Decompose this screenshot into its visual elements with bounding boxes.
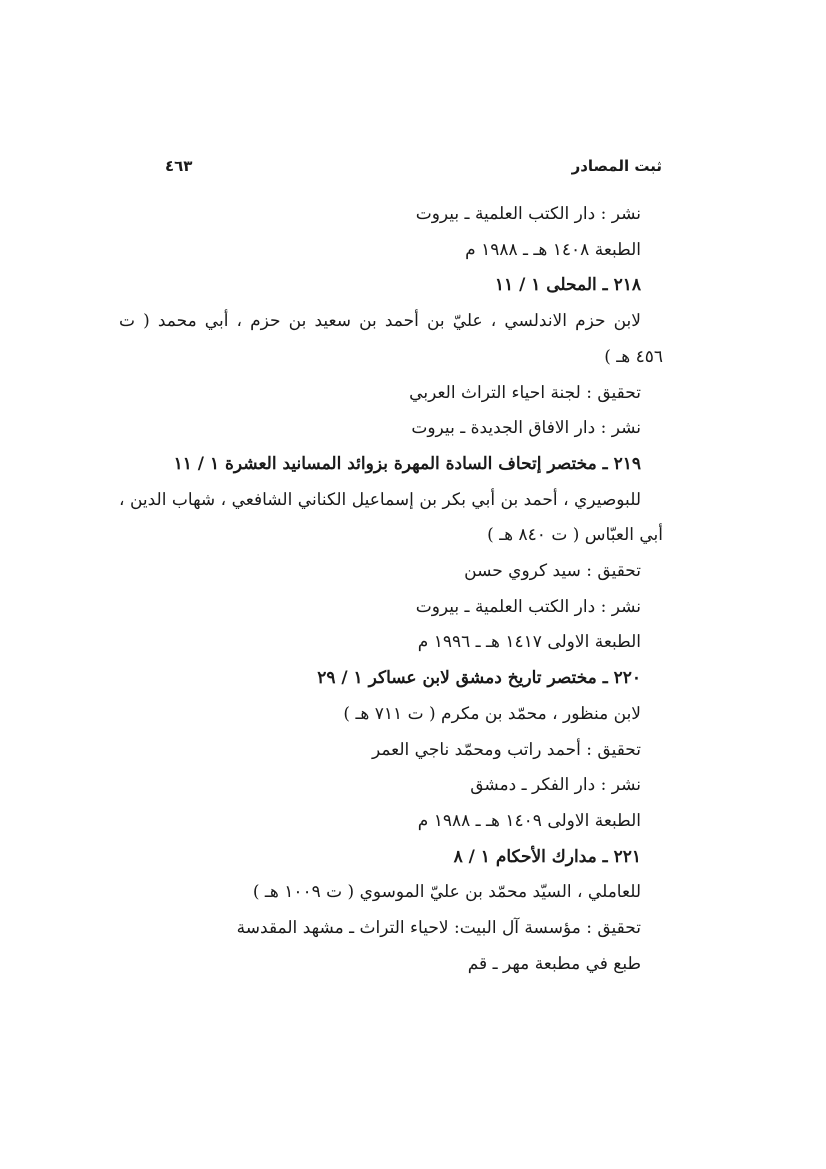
entry-line: نشر : دار الافاق الجديدة ـ بيروت bbox=[411, 418, 641, 439]
entry-line: أبي العبّاس ( ت ٨٤٠ هـ ) bbox=[487, 525, 663, 546]
running-title: ثبت المصادر bbox=[571, 157, 662, 175]
running-header bbox=[165, 157, 662, 183]
entry-line: نشر : دار الكتب العلمية ـ بيروت bbox=[415, 596, 641, 617]
entry-line: لابن منظور ، محمّد بن مكرم ( ت ٧١١ هـ ) bbox=[343, 703, 641, 724]
entry-line: الطبعة الاولى ١٤١٧ هـ ـ ١٩٩٦ م bbox=[417, 632, 641, 653]
entry-heading: ٢١٨ ـ المحلى ١ / ١١ bbox=[494, 275, 641, 296]
entry-line: طبع في مطبعة مهر ـ قم bbox=[467, 953, 641, 974]
entry-line: نشر : دار الفكر ـ دمشق bbox=[470, 775, 641, 796]
entry-line: تحقيق : لجنة احياء التراث العربي bbox=[409, 382, 641, 403]
page-number: ٤٦٣ bbox=[165, 157, 193, 175]
entry-line: لابن حزم الاندلسي ، عليّ بن أحمد بن سعيد بن حزم ، أبي محمد ( ت bbox=[119, 311, 641, 332]
bibliography-body bbox=[119, 197, 663, 982]
entry-line: الطبعة الاولى ١٤٠٩ هـ ـ ١٩٨٨ م bbox=[417, 810, 641, 831]
entry-heading: ٢٢١ ـ مدارك الأحكام ١ / ٨ bbox=[453, 846, 641, 867]
entry-line: للبوصيري ، أحمد بن أبي بكر بن إسماعيل الكناني الشافعي ، شهاب الدين ، bbox=[119, 489, 641, 510]
entry-heading: ٢١٩ ـ مختصر إتحاف السادة المهرة بزوائد المسانيد العشرة ١ / ١١ bbox=[173, 453, 641, 474]
entry-line: للعاملي ، السيّد محمّد بن عليّ الموسوي ( ت ١٠٠٩ هـ ) bbox=[252, 882, 641, 903]
entry-heading: ٢٢٠ ـ مختصر تاريخ دمشق لابن عساكر ١ / ٢٩ bbox=[317, 668, 641, 689]
entry-line: ٤٥٦ هـ ) bbox=[604, 346, 663, 367]
entry-line: تحقيق : مؤسسة آل البيت: لاحياء التراث ـ مشهد المقدسة bbox=[236, 918, 641, 939]
entry-line: تحقيق : أحمد راتب ومحمّد ناجي العمر bbox=[371, 739, 641, 760]
entry-line: الطبعة ١٤٠٨ هـ ـ ١٩٨٨ م bbox=[465, 239, 641, 260]
entry-line: نشر : دار الكتب العلمية ـ بيروت bbox=[415, 204, 641, 224]
entry-line: تحقيق : سيد كروي حسن bbox=[464, 561, 641, 582]
